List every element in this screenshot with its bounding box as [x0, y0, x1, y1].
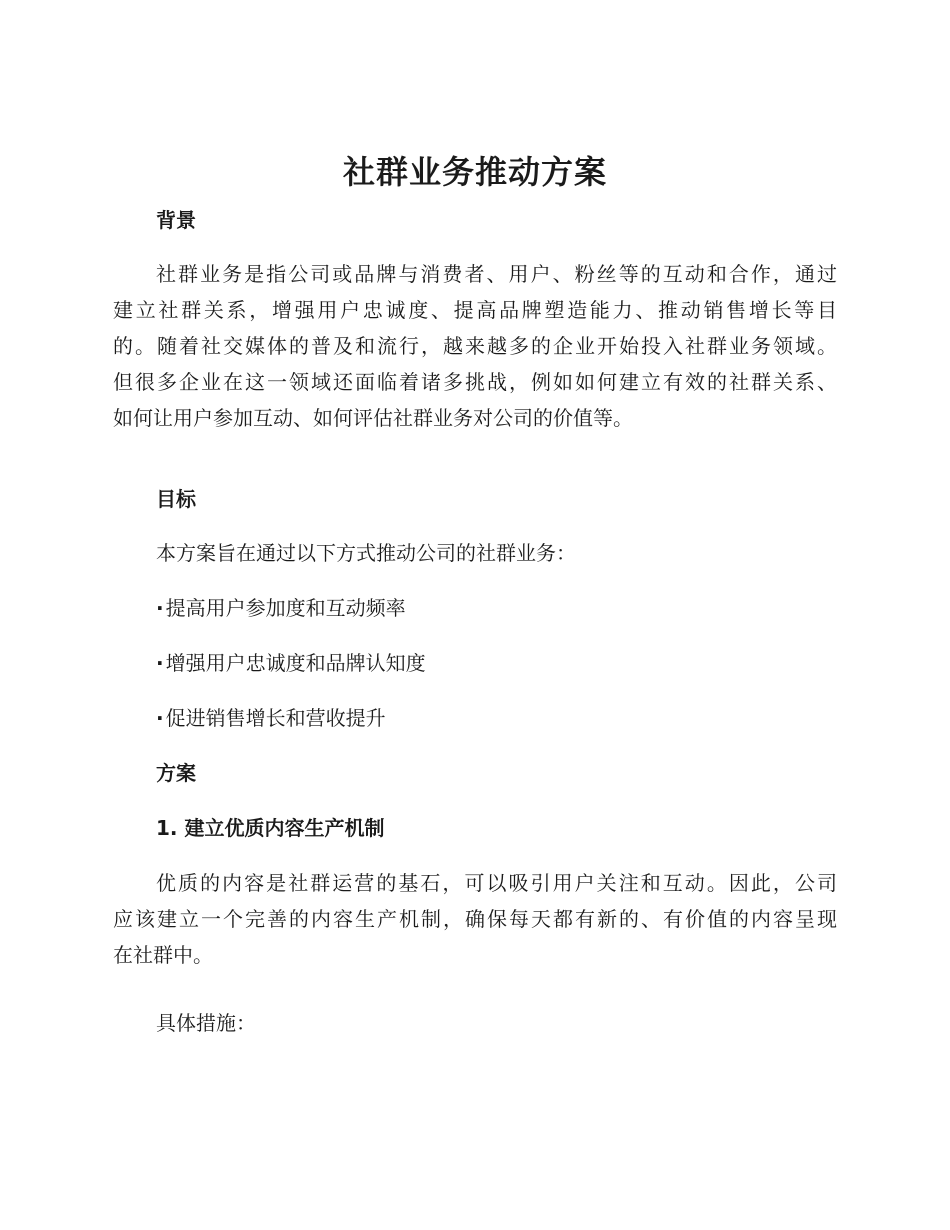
plan-item-paragraph: [113, 865, 837, 973]
section-heading-goals: 目标: [156, 487, 196, 511]
measures-label: 具体措施：: [156, 1011, 256, 1035]
paragraph-line: 优质的内容是社群运营的基石，可以吸引用户关注和互动。因此，公司: [156, 871, 837, 895]
section-heading-background: 背景: [156, 208, 196, 232]
bullet-text: 增强用户忠诚度和品牌认知度: [165, 651, 426, 675]
bullet-icon: ·: [156, 596, 164, 620]
document-title: 社群业务推动方案: [342, 153, 607, 191]
paragraph-line: 建立社群关系，增强用户忠诚度、提高品牌塑造能力、推动销售增长等目: [113, 298, 837, 322]
goals-intro: 本方案旨在通过以下方式推动公司的社群业务：: [156, 541, 576, 565]
background-paragraph: [113, 256, 837, 436]
paragraph-line: 应该建立一个完善的内容生产机制，确保每天都有新的、有价值的内容呈现: [113, 907, 837, 931]
paragraph-line: 如何让用户参加互动、如何评估社群业务对公司的价值等。: [113, 406, 633, 430]
paragraph-line: 社群业务是指公司或品牌与消费者、用户、粉丝等的互动和合作，通过: [156, 262, 837, 286]
bullet-icon: ·: [156, 706, 164, 730]
goal-bullet-item: [156, 593, 406, 623]
bullet-text: 促进销售增长和营收提升: [165, 706, 386, 730]
paragraph-line: 但很多企业在这一领域还面临着诸多挑战，例如如何建立有效的社群关系、: [113, 370, 837, 394]
goal-bullet-item: [156, 703, 386, 733]
bullet-text: 提高用户参加度和互动频率: [165, 596, 406, 620]
section-heading-plan: 方案: [156, 761, 196, 785]
paragraph-line: 在社群中。: [113, 943, 213, 967]
bullet-icon: ·: [156, 651, 164, 675]
plan-item-heading: 1. 建立优质内容生产机制: [156, 816, 385, 840]
goal-bullet-item: [156, 648, 426, 678]
paragraph-line: 的。随着社交媒体的普及和流行，越来越多的企业开始投入社群业务领域。: [113, 334, 837, 358]
